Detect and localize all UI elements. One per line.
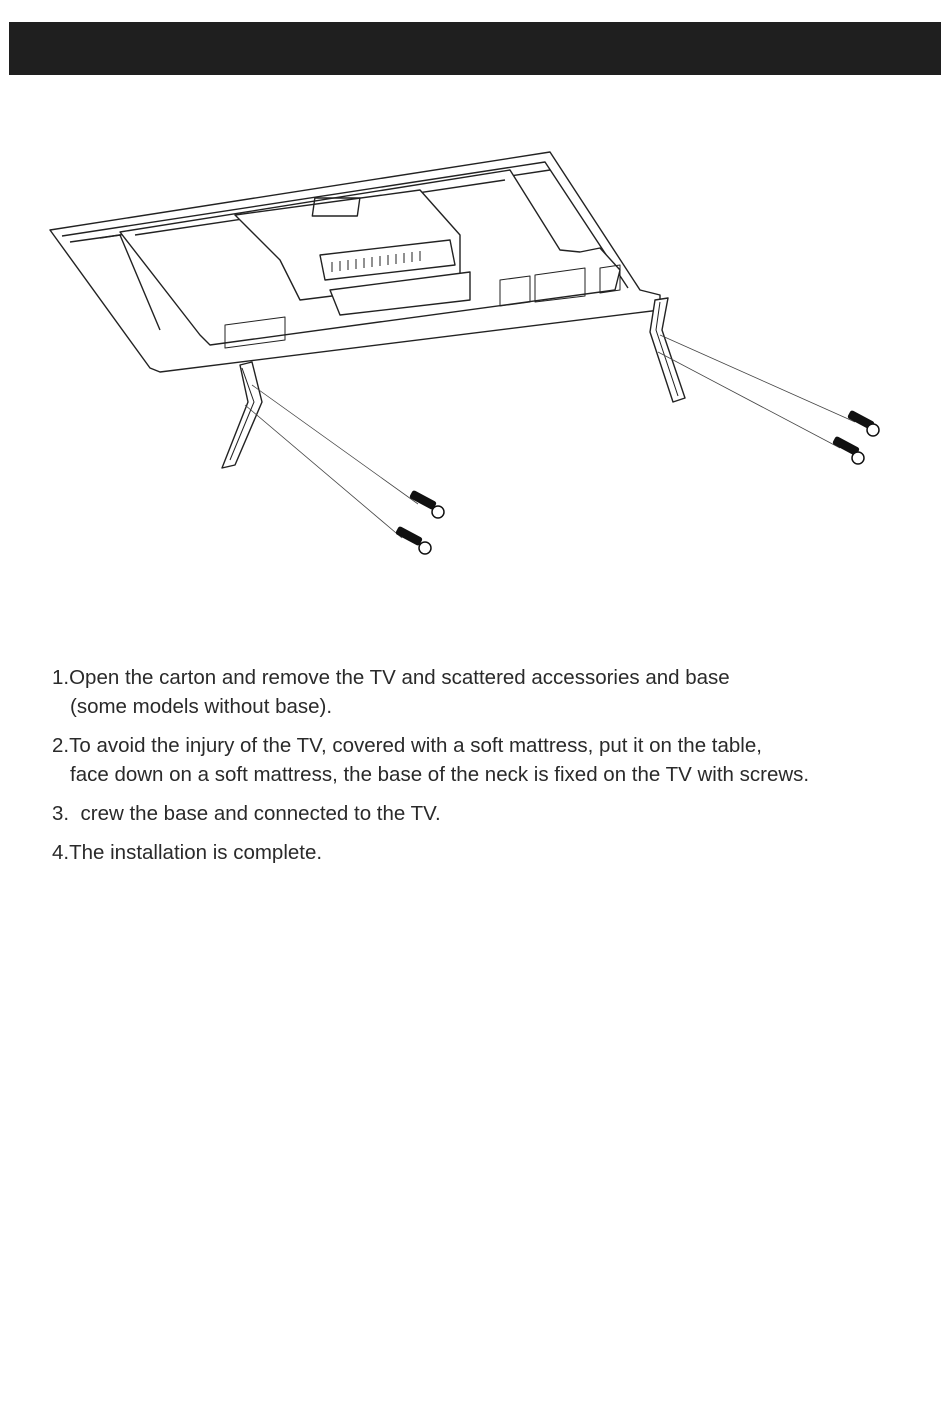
step-number: 3.: [52, 802, 70, 825]
step-number: 1.: [52, 666, 70, 689]
left-stand-leg: [222, 362, 262, 468]
right-stand-leg: [650, 298, 685, 402]
header-bar: [9, 22, 941, 75]
step-number: 2.: [52, 734, 70, 757]
step-text-continued: face down on a soft mattress, the base of the neck is fixed on the TV with screws.: [70, 763, 810, 786]
screws: [396, 410, 879, 554]
screw-icon: [410, 490, 444, 518]
step-text: crew the base and connected to the TV.: [69, 802, 441, 825]
step-number: 4.: [52, 841, 70, 864]
step-text: The installation is complete.: [69, 841, 323, 864]
step-1: [52, 663, 932, 721]
step-2: [52, 731, 932, 789]
screw-icon: [396, 526, 431, 554]
step-4: [52, 838, 932, 867]
step-text-continued: (some models without base).: [70, 695, 333, 718]
step-3: [52, 799, 932, 828]
installation-steps: [52, 663, 932, 877]
step-text: To avoid the injury of the TV, covered with a soft mattress, put it on the table,: [69, 734, 762, 757]
step-text: Open the carton and remove the TV and scattered accessories and base: [69, 666, 730, 689]
tv-stand-installation-diagram: [40, 140, 900, 580]
screw-icon: [833, 436, 864, 464]
screw-icon: [848, 410, 879, 436]
